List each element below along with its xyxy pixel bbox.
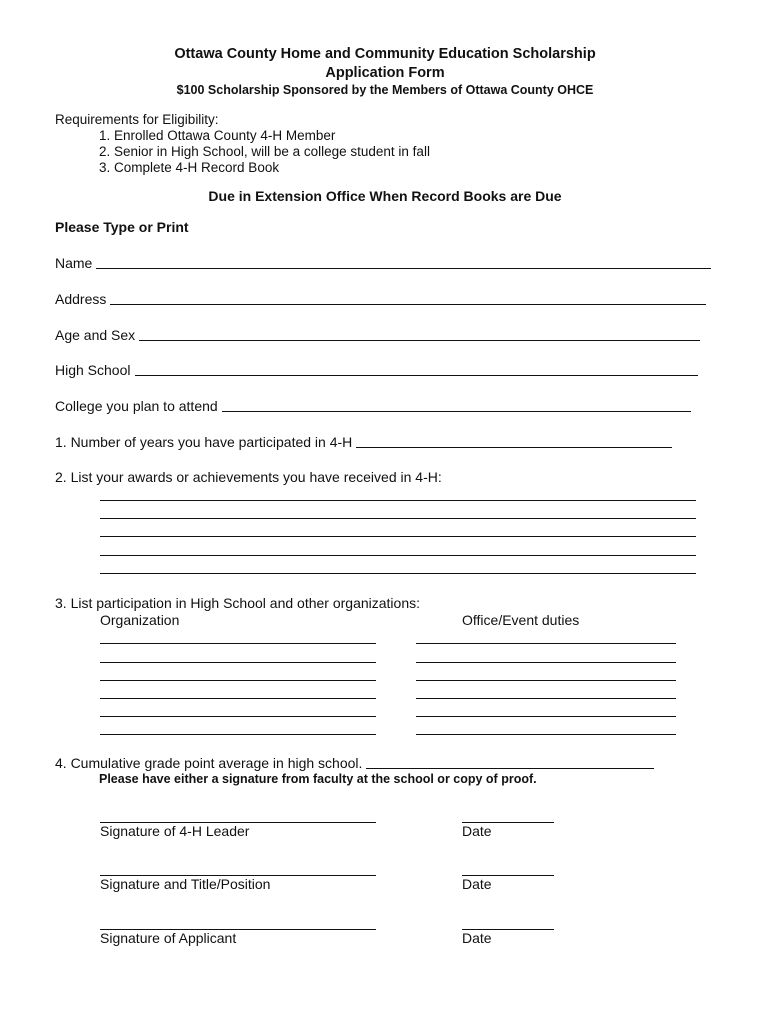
college-field	[55, 398, 691, 414]
years-4h-input-line[interactable]	[356, 447, 672, 448]
awards-line[interactable]	[100, 573, 696, 574]
awards-line[interactable]	[100, 518, 696, 519]
organization-column-header: Organization	[100, 612, 180, 628]
duties-line[interactable]	[416, 643, 676, 644]
organization-line[interactable]	[100, 716, 376, 717]
form-title-line1: Ottawa County Home and Community Education Scholarship	[174, 46, 596, 62]
age-sex-input-line[interactable]	[139, 340, 700, 341]
date-label: Date	[462, 823, 492, 839]
gpa-proof-note: Please have either a signature from faculty at the school or copy of proof.	[99, 772, 537, 786]
address-input-line[interactable]	[110, 304, 706, 305]
participation-label: 3. List participation in High School and other organizations:	[55, 595, 420, 611]
high-school-input-line[interactable]	[135, 375, 698, 376]
name-field	[55, 255, 711, 271]
duties-line[interactable]	[416, 698, 676, 699]
duties-column-header: Office/Event duties	[462, 612, 580, 628]
years-4h-field	[55, 434, 672, 450]
gpa-label: 4. Cumulative grade point average in high school.	[55, 755, 363, 771]
organization-line[interactable]	[100, 698, 376, 699]
duties-line[interactable]	[416, 734, 676, 735]
years-4h-label: 1. Number of years you have participated in 4-H	[55, 434, 353, 450]
form-title-line2: Application Form	[325, 65, 445, 81]
signature-label: Signature of 4-H Leader	[100, 823, 250, 839]
eligibility-heading: Requirements for Eligibility:	[55, 112, 219, 127]
college-label: College you plan to attend	[55, 398, 218, 414]
age-sex-field	[55, 327, 700, 343]
awards-line[interactable]	[100, 536, 696, 537]
due-notice: Due in Extension Office When Record Books are Due	[208, 188, 562, 204]
high-school-field	[55, 362, 698, 378]
signature-label: Signature and Title/Position	[100, 876, 271, 892]
organization-line[interactable]	[100, 734, 376, 735]
gpa-field	[55, 755, 654, 771]
date-label: Date	[462, 930, 492, 946]
address-field	[55, 291, 706, 307]
form-subtitle: $100 Scholarship Sponsored by the Members of Ottawa County OHCE	[176, 83, 594, 97]
date-label: Date	[462, 876, 492, 892]
name-input-line[interactable]	[96, 268, 711, 269]
duties-line[interactable]	[416, 716, 676, 717]
organization-line[interactable]	[100, 662, 376, 663]
duties-line[interactable]	[416, 662, 676, 663]
eligibility-item: 2. Senior in High School, will be a college student in fall	[99, 144, 430, 159]
awards-line[interactable]	[100, 500, 696, 501]
college-input-line[interactable]	[222, 411, 691, 412]
organization-line[interactable]	[100, 643, 376, 644]
eligibility-item: 3. Complete 4-H Record Book	[99, 160, 280, 175]
awards-line[interactable]	[100, 555, 696, 556]
awards-label: 2. List your awards or achievements you have received in 4-H:	[55, 469, 442, 485]
high-school-label: High School	[55, 362, 131, 378]
gpa-input-line[interactable]	[366, 768, 654, 769]
organization-line[interactable]	[100, 680, 376, 681]
signature-label: Signature of Applicant	[100, 930, 237, 946]
age-sex-label: Age and Sex	[55, 327, 136, 343]
duties-line[interactable]	[416, 680, 676, 681]
name-label: Name	[55, 255, 93, 271]
address-label: Address	[55, 291, 107, 307]
instruction: Please Type or Print	[55, 219, 189, 235]
eligibility-item: 1. Enrolled Ottawa County 4-H Member	[99, 128, 336, 143]
